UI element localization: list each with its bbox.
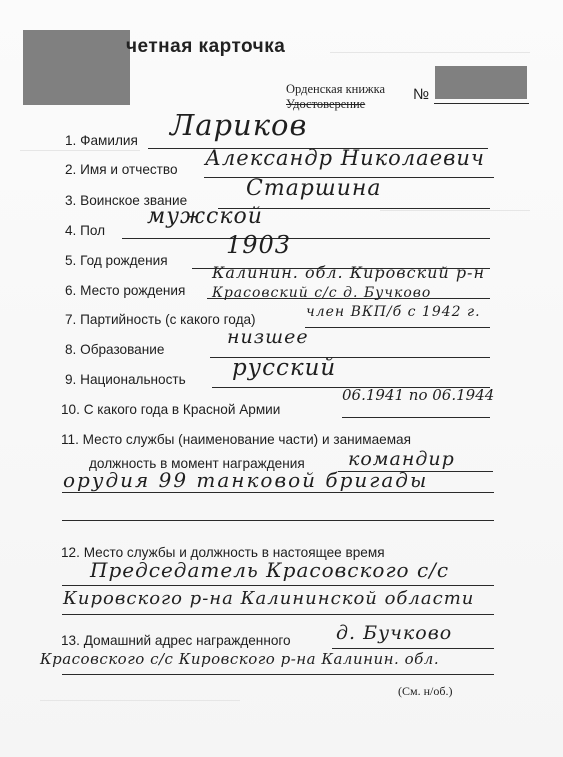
field-11-label-line2: должность в момент награждения xyxy=(89,456,305,471)
card-title: четная карточка xyxy=(126,36,286,57)
field-13-underline-2 xyxy=(62,674,494,675)
field-7-underline xyxy=(305,327,490,328)
label-part: Воинское звание xyxy=(80,193,188,208)
bleed-through-line xyxy=(330,52,530,53)
label-part: 8. xyxy=(65,342,77,357)
label-part: 5. xyxy=(65,253,77,268)
field-12-underline xyxy=(62,585,494,586)
field-8-value: низшее xyxy=(227,326,309,348)
field-10-underline xyxy=(342,417,490,418)
field-7-value: член ВКП/б с 1942 г. xyxy=(306,304,481,320)
label-part: 3. xyxy=(65,193,77,208)
label-part: Фамилия xyxy=(80,133,138,148)
redacted-block-number xyxy=(435,66,527,99)
label-part: Домашний адрес награжденного xyxy=(83,633,291,648)
bleed-through-line xyxy=(380,210,530,211)
bleed-through-line xyxy=(40,700,240,701)
field-4-underline xyxy=(122,238,490,239)
field-11-underline-3 xyxy=(62,520,494,521)
field-13-underline xyxy=(332,648,494,649)
field-11-label xyxy=(61,432,411,447)
label-part: Образование xyxy=(80,342,165,357)
label-part: Партийность (с какого года) xyxy=(80,312,256,327)
field-13-value: д. Бучково xyxy=(336,622,453,644)
number-underline xyxy=(434,103,529,104)
field-5-value: 1903 xyxy=(226,231,292,259)
field-10-value: 06.1941 по 06.1944 xyxy=(342,386,495,404)
label-part: 2. xyxy=(65,162,77,177)
field-9-value: русский xyxy=(232,355,337,381)
field-7-label xyxy=(65,312,256,327)
field-10-label xyxy=(61,402,280,417)
label-part: 6. xyxy=(65,283,77,298)
label-part: Место службы и должность в настоящее время xyxy=(83,545,385,560)
field-12-underline-2 xyxy=(62,614,494,615)
field-8-label xyxy=(65,342,164,357)
redacted-block-title xyxy=(23,30,130,105)
label-part: Место рождения xyxy=(80,283,186,298)
field-6-value: Калинин. обл. Кировский р-н xyxy=(212,263,485,282)
field-11-value: командир xyxy=(348,448,455,470)
field-4-value: мужской xyxy=(147,204,263,229)
field-13-label xyxy=(61,633,291,648)
label-part: 13. xyxy=(61,633,80,648)
order-book-label: Орденская книжка xyxy=(286,82,386,96)
field-12-value: Председатель Красовского с/с xyxy=(90,558,450,582)
label-part: Имя и отчество xyxy=(80,162,178,177)
see-reverse-note: (См. н/об.) xyxy=(398,684,453,698)
bleed-through-line xyxy=(20,150,140,151)
field-4-label xyxy=(65,223,105,238)
label-part: Место службы (наименование части) и занимаемая xyxy=(82,432,411,447)
field-1-label xyxy=(65,133,138,148)
label-part: Год рождения xyxy=(80,253,168,268)
field-9-label xyxy=(65,372,186,387)
label-part: 9. xyxy=(65,372,77,387)
label-part: 10. xyxy=(61,402,80,417)
field-13-value-line2: Красовского с/с Кировского р-на Калинин. обл. xyxy=(40,650,440,668)
label-part: 4. xyxy=(65,223,77,238)
label-part: Пол xyxy=(80,223,106,238)
label-part: 11. xyxy=(61,432,79,447)
field-6-value-line2: Красовский с/с д. Бучково xyxy=(212,285,432,301)
field-5-label xyxy=(65,253,168,268)
field-3-value: Старшина xyxy=(246,176,382,201)
certificate-label: Удостоверение xyxy=(286,97,366,111)
field-2-value: Александр Николаевич xyxy=(205,146,485,170)
label-part: 1. xyxy=(65,133,77,148)
field-11-underline-2 xyxy=(62,492,494,493)
label-part: 12. xyxy=(61,545,80,560)
field-11-value-line2: орудия 99 танковой бригады xyxy=(63,468,429,492)
label-part: Национальность xyxy=(80,372,186,387)
field-6-label xyxy=(65,283,185,298)
number-label: № xyxy=(413,86,430,103)
label-part: 7. xyxy=(65,312,77,327)
field-1-value: Лариков xyxy=(170,108,308,142)
label-part: С какого года в Красной Армии xyxy=(83,402,281,417)
field-2-label xyxy=(65,162,178,177)
field-12-value-line2: Кировского р-на Калининской области xyxy=(63,588,475,609)
